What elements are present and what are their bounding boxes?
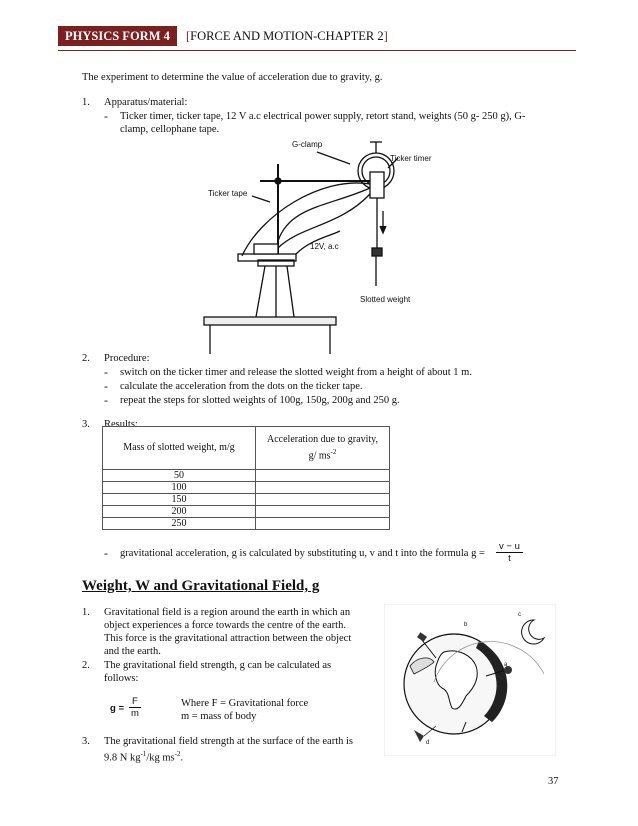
- exponent-1: -1: [140, 750, 147, 758]
- value-part-3: .: [180, 752, 184, 764]
- table-row: [103, 518, 390, 530]
- table-header-row: [103, 427, 390, 470]
- chapter-title: [186, 26, 388, 46]
- label-a: a: [504, 662, 508, 668]
- table-row: [103, 482, 390, 494]
- slotted-weight: [372, 248, 382, 256]
- label-c: c: [518, 612, 521, 618]
- acceleration-cell[interactable]: [256, 494, 390, 506]
- ticker-timer-box: [370, 172, 384, 198]
- bullet-dash: -: [104, 109, 108, 123]
- page-number: 37: [548, 776, 559, 787]
- page-header: [58, 24, 576, 51]
- section1-number: 1.: [82, 97, 90, 108]
- procedure-step-1: switch on the ticker timer and release the slotted weight from a height of about 1 m.: [120, 367, 472, 378]
- bullet-dash: -: [104, 379, 108, 393]
- bracket-open: [: [186, 29, 191, 43]
- table-top: [204, 317, 336, 325]
- intro-text: The experiment to determine the value of acceleration due to gravity, g.: [82, 72, 383, 83]
- acceleration-column-header: [256, 427, 390, 470]
- mass-cell: 50: [103, 470, 256, 482]
- point3-number: 3.: [82, 736, 90, 747]
- acceleration-cell[interactable]: [256, 482, 390, 494]
- formula-numerator: v − u: [496, 541, 523, 553]
- acceleration-header-exponent: -2: [330, 447, 337, 456]
- slotted-weight-label: Slotted weight: [360, 295, 411, 304]
- g-clamp-label: G-clamp: [292, 140, 323, 149]
- acceleration-cell[interactable]: [256, 506, 390, 518]
- label-d: d: [426, 740, 430, 746]
- point3-text: The gravitational field strength at the surface of the earth is: [104, 736, 353, 747]
- value-part-2: /kg ms: [146, 752, 175, 764]
- section2-title: Procedure:: [104, 353, 150, 364]
- power-supply: [254, 244, 278, 254]
- acceleration-header-line1: Acceleration due to gravity,: [267, 433, 378, 445]
- mass-cell: 250: [103, 518, 256, 530]
- table-row: [103, 470, 390, 482]
- exponent-2: -2: [174, 750, 181, 758]
- g-formula-lhs: g =: [110, 703, 124, 714]
- earth-gravity-figure: [384, 604, 556, 756]
- label-b: b: [464, 622, 468, 628]
- ticker-tape-label: Ticker tape: [208, 189, 248, 198]
- mass-column-header: Mass of slotted weight, m/g: [103, 427, 256, 470]
- acceleration-header-unit: g/ ms: [308, 450, 331, 462]
- table-row: [103, 494, 390, 506]
- acceleration-cell[interactable]: [256, 470, 390, 482]
- procedure-step-3: repeat the steps for slotted weights of 100g, 150g, 200g and 250 g.: [120, 395, 400, 406]
- formula-note: gravitational acceleration, g is calculated by substituting u, v and t into the formula g =: [120, 548, 485, 559]
- mass-cell: 100: [103, 482, 256, 494]
- g-formula-denominator: m: [130, 708, 139, 719]
- section1-title: Apparatus/material:: [104, 97, 188, 108]
- subject-badge: PHYSICS FORM 4: [58, 26, 177, 46]
- point2-number: 2.: [82, 660, 90, 671]
- table-row: [103, 506, 390, 518]
- bullet-dash: -: [104, 365, 108, 379]
- bracket-close: ]: [383, 29, 388, 43]
- mass-cell: 200: [103, 506, 256, 518]
- apparatus-list: Ticker timer, ticker tape, 12 V a.c electrical power supply, retort stand, weights (50 g- 250 g), G-clamp, cellophane tape.: [120, 111, 526, 135]
- ticker-timer-diagram: [200, 136, 440, 356]
- section3-number: 3.: [82, 419, 90, 430]
- point2-text: The gravitational field strength, g can be calculated as follows:: [104, 660, 332, 684]
- chapter-text: FORCE AND MOTION-CHAPTER 2: [190, 29, 384, 43]
- ticker-timer-label: Ticker timer: [390, 154, 432, 163]
- section-heading: Weight, W and Gravitational Field, g: [82, 578, 320, 594]
- where-line-2: m = mass of body: [181, 711, 257, 722]
- mass-cell: 150: [103, 494, 256, 506]
- point1-number: 1.: [82, 607, 90, 618]
- point3-value: [104, 748, 183, 765]
- point1-text: Gravitational field is a region around the earth in which an object experiences a force towards the centre of the earth. This force is the gravitational attraction between the object and the earth.: [104, 607, 352, 657]
- g-formula-fraction: [129, 696, 141, 719]
- where-line-1: Where F = Gravitational force: [181, 698, 309, 709]
- bullet-dash: -: [104, 546, 108, 560]
- results-table: [102, 426, 390, 530]
- acceleration-cell[interactable]: [256, 518, 390, 530]
- formula-denominator: t: [508, 553, 511, 564]
- procedure-step-2: calculate the acceleration from the dots on the ticker tape.: [120, 381, 363, 392]
- voltage-label: 12V, a.c: [310, 242, 339, 251]
- bullet-dash: -: [104, 393, 108, 407]
- section2-number: 2.: [82, 353, 90, 364]
- g-formula-numerator: F: [129, 696, 141, 708]
- section3-title: Results:: [104, 419, 138, 430]
- value-part-1: 9.8 N kg: [104, 752, 141, 764]
- velocity-formula-fraction: [496, 541, 523, 564]
